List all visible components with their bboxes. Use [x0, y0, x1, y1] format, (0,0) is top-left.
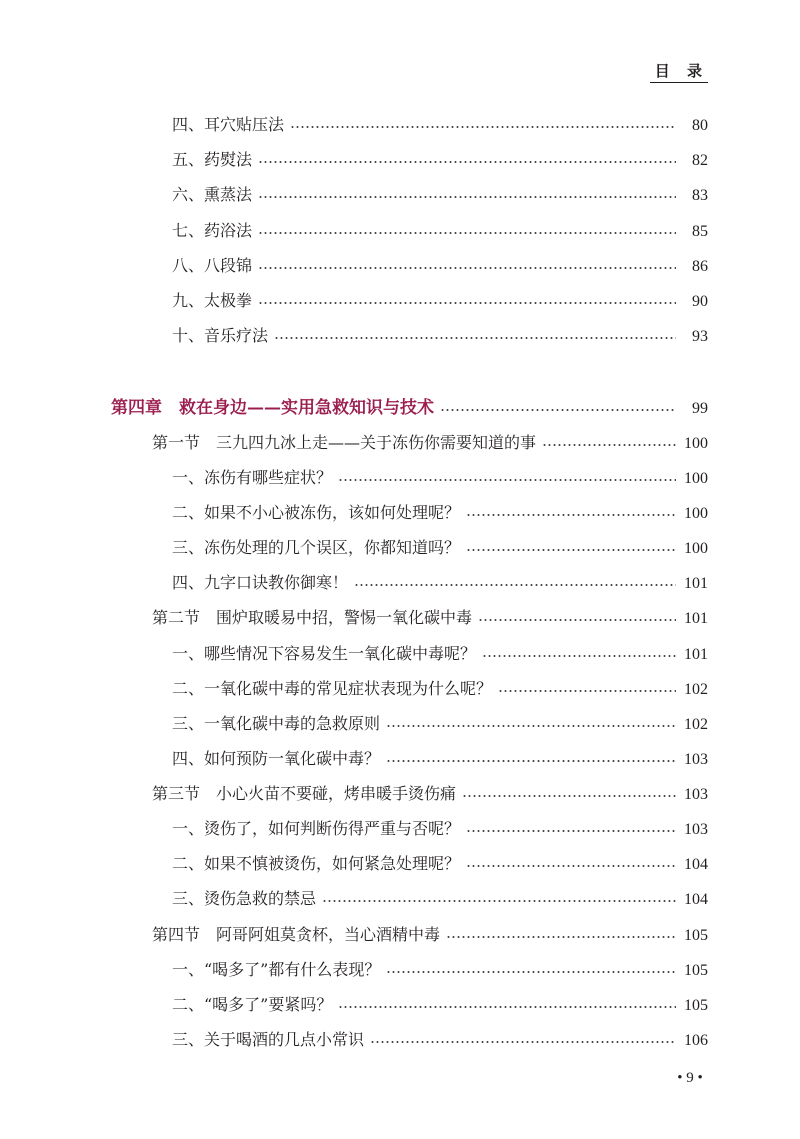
toc-entry-page: 101: [684, 610, 708, 627]
toc-entry-title: 第四章 救在身边——实用急救知识与技术: [111, 398, 434, 418]
dot-leader: [466, 863, 676, 869]
toc-section-entry[interactable]: [152, 924, 708, 946]
dot-leader: [462, 793, 676, 799]
dot-leader: [446, 934, 676, 940]
toc-entry-title: 六、熏蒸法: [172, 185, 253, 204]
toc-entry-page: 103: [684, 786, 708, 803]
toc-subsection-entry[interactable]: [172, 467, 708, 489]
dot-leader: [354, 582, 676, 588]
toc-entry-page: 104: [684, 856, 708, 873]
toc-entry-title: 二、一氧化碳中毒的常见症状表现为什么呢？: [172, 679, 493, 698]
toc-entry-title: 三、烫伤急救的禁忌: [172, 889, 317, 908]
toc-subsection-entry[interactable]: [172, 502, 708, 524]
toc-entry-title: 五、药熨法: [172, 150, 253, 169]
toc-subsection-entry[interactable]: [172, 818, 708, 840]
toc-entry-page: 90: [692, 293, 708, 310]
dot-leader: [258, 230, 676, 236]
toc-subsection-entry[interactable]: [172, 678, 708, 700]
toc-entry-title: 一、哪些情况下容易发生一氧化碳中毒呢？: [172, 644, 477, 663]
toc-entry-page: 99: [692, 400, 708, 417]
toc-entry-page: 102: [684, 716, 708, 733]
header-rule: [650, 82, 708, 83]
dot-leader: [258, 265, 676, 271]
toc-entry-title: 一、“喝多了”都有什么表现？: [172, 960, 381, 979]
toc-entry-page: 101: [684, 575, 708, 592]
toc-entry-title: 一、冻伤有哪些症状？: [172, 468, 333, 487]
toc-subsection-entry[interactable]: [172, 255, 708, 277]
page-number: • 9 •: [677, 1070, 703, 1086]
toc-entry-page: 103: [684, 751, 708, 768]
toc-subsection-entry[interactable]: [172, 1029, 708, 1051]
dot-leader: [466, 512, 676, 518]
toc-entry-page: 101: [684, 646, 708, 663]
toc-entry-page: 105: [684, 997, 708, 1014]
running-header-title: 目 录: [654, 62, 708, 80]
toc-entry-title: 十、音乐疗法: [172, 326, 269, 345]
toc-entry-title: 第一节 三九四九冰上走——关于冻伤你需要知道的事: [152, 433, 537, 452]
dot-leader: [258, 159, 676, 165]
toc-entry-page: 106: [684, 1032, 708, 1049]
toc-subsection-entry[interactable]: [172, 184, 708, 206]
toc-entry-title: 二、如果不小心被冻伤，该如何处理呢？: [172, 503, 461, 522]
toc-entry-page: 93: [692, 328, 708, 345]
toc-subsection-entry[interactable]: [172, 290, 708, 312]
toc-entry-title: 七、药浴法: [172, 221, 253, 240]
dot-leader: [258, 300, 676, 306]
toc-section-entry[interactable]: [152, 432, 708, 454]
toc-subsection-entry[interactable]: [172, 713, 708, 735]
dot-leader: [274, 335, 676, 341]
toc-entry-title: 四、耳穴贴压法: [172, 115, 285, 134]
dot-leader: [386, 723, 676, 729]
toc-entry-page: 104: [684, 891, 708, 908]
toc-subsection-entry[interactable]: [172, 537, 708, 559]
toc-entry-page: 86: [692, 258, 708, 275]
dot-leader: [370, 1039, 676, 1045]
toc-entry-title: 四、如何预防一氧化碳中毒？: [172, 749, 381, 768]
toc-entry-title: 第四节 阿哥阿姐莫贪杯，当心酒精中毒: [152, 925, 441, 944]
toc-entry-page: 105: [684, 927, 708, 944]
toc-entry-title: 四、九字口诀教你御寒！: [172, 573, 349, 592]
toc-subsection-entry[interactable]: [172, 959, 708, 981]
dot-leader: [290, 124, 676, 130]
dot-leader: [478, 617, 676, 623]
dot-leader: [386, 969, 676, 975]
dot-leader: [258, 194, 676, 200]
toc-entry-title: 八、八段锦: [172, 256, 253, 275]
toc-entry-page: 83: [692, 187, 708, 204]
toc-subsection-entry[interactable]: [172, 114, 708, 136]
toc-subsection-entry[interactable]: [172, 748, 708, 770]
toc-entry-title: 一、烫伤了，如何判断伤得严重与否呢？: [172, 819, 461, 838]
toc-entry-title: 三、一氧化碳中毒的急救原则: [172, 714, 381, 733]
toc-section-entry[interactable]: [152, 783, 708, 805]
toc-entry-title: 二、“喝多了”要紧吗？: [172, 995, 333, 1014]
dot-leader: [386, 758, 676, 764]
dot-leader: [466, 547, 676, 553]
toc-subsection-entry[interactable]: [172, 643, 708, 665]
toc-subsection-entry[interactable]: [172, 149, 708, 171]
toc-entry-page: 102: [684, 681, 708, 698]
dot-leader: [482, 653, 676, 659]
toc-entry-page: 103: [684, 821, 708, 838]
toc-entry-title: 九、太极拳: [172, 291, 253, 310]
toc-entry-title: 二、如果不慎被烫伤，如何紧急处理呢？: [172, 854, 461, 873]
toc-entry-page: 100: [684, 435, 708, 452]
toc-entry-page: 100: [684, 470, 708, 487]
toc-chapter-entry[interactable]: [111, 397, 708, 419]
toc-subsection-entry[interactable]: [172, 888, 708, 910]
toc-section-entry[interactable]: [152, 607, 708, 629]
toc-entry-page: 105: [684, 962, 708, 979]
toc-subsection-entry[interactable]: [172, 853, 708, 875]
dot-leader: [338, 1004, 676, 1010]
toc-entry-page: 80: [692, 117, 708, 134]
toc-entry-title: 第二节 围炉取暖易中招，警惕一氧化碳中毒: [152, 608, 473, 627]
toc-entry-page: 100: [684, 505, 708, 522]
dot-leader: [542, 442, 676, 448]
toc-entry-page: 85: [692, 223, 708, 240]
toc-entry-title: 三、冻伤处理的几个误区，你都知道吗？: [172, 538, 461, 557]
toc-entry-title: 第三节 小心火苗不要碰，烤串暖手烫伤痛: [152, 784, 457, 803]
dot-leader: [440, 407, 676, 413]
dot-leader: [466, 828, 676, 834]
dot-leader: [322, 898, 676, 904]
toc-subsection-entry[interactable]: [172, 572, 708, 594]
toc-entry-title: 三、关于喝酒的几点小常识: [172, 1030, 365, 1049]
dot-leader: [498, 688, 676, 694]
toc-subsection-entry[interactable]: [172, 220, 708, 242]
toc-entry-page: 82: [692, 152, 708, 169]
toc-entry-page: 100: [684, 540, 708, 557]
toc-subsection-entry[interactable]: [172, 325, 708, 347]
dot-leader: [338, 477, 676, 483]
toc-subsection-entry[interactable]: [172, 994, 708, 1016]
